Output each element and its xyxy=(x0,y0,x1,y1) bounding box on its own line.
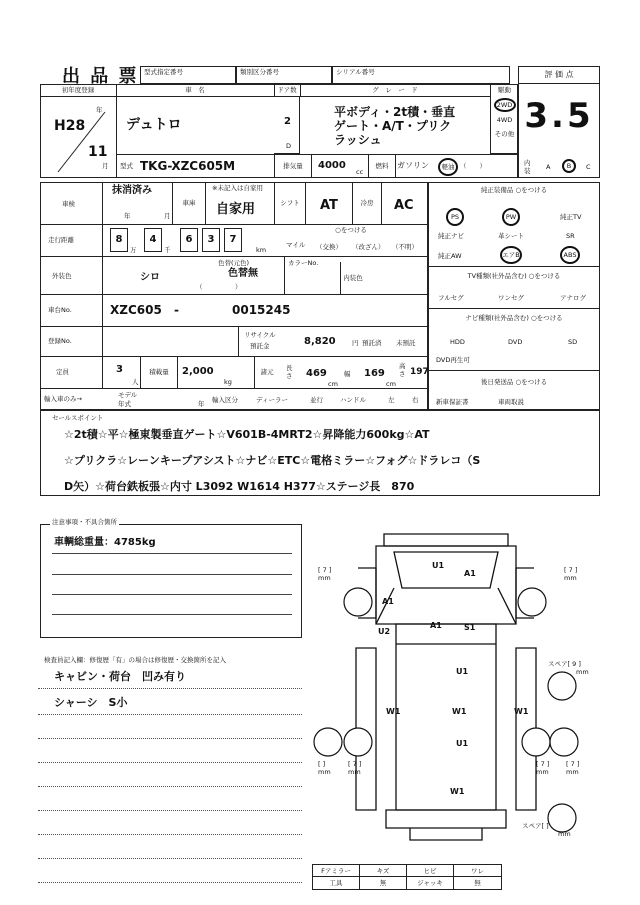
page-title: 出 品 票 xyxy=(62,66,139,87)
mileage-digit-2: 4 xyxy=(144,228,162,252)
notes-rule xyxy=(52,574,292,575)
navi-dvd: DVD xyxy=(508,338,523,346)
equip-line xyxy=(428,266,600,267)
model-code-label: 型式指定番号 xyxy=(144,68,183,76)
mileage-exchange: （交換） xyxy=(316,243,342,251)
repaint-label: 色替(元色) xyxy=(218,259,250,267)
color-value: シロ xyxy=(140,272,160,283)
inspector-line-2: シャーシ S小 xyxy=(54,696,128,709)
fuel-paren: （ ） xyxy=(460,162,486,170)
grade-line2: ゲート・A/T・プリク xyxy=(334,119,452,133)
tv-oneseg: ワンセグ xyxy=(498,294,524,302)
load-value: 2,000 xyxy=(182,366,214,377)
shift-value: AT xyxy=(320,198,338,213)
load-label: 積載量 xyxy=(140,356,178,388)
usage-note: ※未記入は自家用 xyxy=(212,184,263,192)
equipment-header: 純正装備品 ○をつける xyxy=(480,186,548,194)
chassis-value-1: XZC605 xyxy=(110,303,162,317)
grade-line1: 平ボディ・2t積・垂直 xyxy=(334,105,456,119)
mileage-unit-km: km xyxy=(256,246,267,254)
inspection-value: 抹消済み xyxy=(112,185,152,196)
name-label: 車 名 xyxy=(116,84,275,97)
diag-w1e: W1 xyxy=(450,787,465,796)
mileage-miles: マイル xyxy=(286,241,306,249)
registration-slash xyxy=(50,108,110,176)
usage-value: 自家用 xyxy=(216,202,256,217)
spare-1-unit: mm xyxy=(576,668,589,676)
dims-label: 諸元 xyxy=(254,356,279,388)
equip-ps: PS xyxy=(446,208,464,226)
import-label: 輸入車のみ→ xyxy=(44,395,82,403)
capacity-label: 定員 xyxy=(56,368,69,376)
drive-label: 駆動 xyxy=(498,86,511,94)
fuel-gasoline: ガソリン xyxy=(397,161,429,170)
mileage-tamper: （改ざん） xyxy=(352,243,385,251)
registration-year: H28 xyxy=(54,118,86,134)
mileage-digit-3: 6 xyxy=(180,228,198,252)
capacity-unit: 人 xyxy=(132,378,139,386)
equip-sr: SR xyxy=(566,232,575,240)
diag-s1: S1 xyxy=(464,623,476,632)
chassis-dash: - xyxy=(174,303,179,317)
tire-rr-unit: mm xyxy=(536,768,549,776)
drive-4wd: 4WD xyxy=(496,116,513,124)
equip-pw: PW xyxy=(502,208,520,226)
tv-analog: アナログ xyxy=(560,294,586,302)
truck-diagram xyxy=(300,528,600,858)
equip-navi: 純正ナビ xyxy=(438,232,464,240)
tire-rl2-value: 7 xyxy=(352,760,357,768)
navi-type-label: ナビ種類(社外品含む) ○をつける xyxy=(465,314,563,322)
reg-no-label: 登録No. xyxy=(48,337,72,345)
diag-a1b: A1 xyxy=(382,597,394,606)
drive-cell xyxy=(490,84,518,154)
inspector-rule xyxy=(38,882,302,883)
mileage-digit-4: 3 xyxy=(202,228,220,252)
legend-h1: Fアミラー xyxy=(313,865,360,877)
serial-label: シリアル番号 xyxy=(336,68,375,76)
interior-color-label: 内装色 xyxy=(340,262,365,294)
notes-label: 注意事項・不具合箇所 xyxy=(52,518,117,526)
tire-rl2-depth: [ 7 ] mm xyxy=(348,760,362,776)
import-model-year-1: モデル xyxy=(118,391,138,399)
diag-u1b: U1 xyxy=(456,667,469,676)
spare-1-label: スペア xyxy=(548,660,568,668)
fuel-diesel: 軽油 xyxy=(438,158,458,176)
grade-line3: ラッシュ xyxy=(334,133,382,147)
spare-2: スペア[ ] mm xyxy=(522,822,571,838)
tire-rl-depth: [ ] mm xyxy=(318,760,331,776)
score-value: 3.5 xyxy=(524,96,594,136)
label-col xyxy=(40,182,103,388)
sales-label: セールスポイント xyxy=(52,414,104,422)
tire-fl-unit: mm xyxy=(318,574,331,582)
import-right: 右 xyxy=(412,396,419,404)
name-value: デュトロ xyxy=(126,117,182,133)
class-code-box xyxy=(236,66,332,84)
mileage-digit-1: 8 xyxy=(110,228,128,252)
interior-label: 内装 xyxy=(524,159,531,175)
import-handle: ハンドル xyxy=(340,396,366,404)
score-label: 評 価 点 xyxy=(519,67,599,84)
recycle-not-done: 未預託 xyxy=(396,339,416,347)
repaint-value: 色替無 xyxy=(228,268,258,279)
legend-h2: キズ xyxy=(360,865,407,877)
inspection-label: 車検 xyxy=(62,200,75,208)
equip-aw: 純正AW xyxy=(438,252,462,260)
tire-rl-unit: mm xyxy=(318,768,331,776)
dims-h: 197 xyxy=(410,367,429,377)
sales-line-1: ☆2t積☆平☆極東製垂直ゲート☆V601B-4MRT2☆昇降能力600kg☆AT xyxy=(64,428,430,441)
color-no-label: カラーNo. xyxy=(288,259,319,267)
ac-value: AC xyxy=(394,198,414,213)
sales-line-2: ☆プリクラ☆レーンキープアシスト☆ナビ☆ETC☆電格ミラー☆フォグ☆ドラレコ（S xyxy=(64,454,481,467)
registration-cell xyxy=(40,96,117,178)
model-code-box xyxy=(140,66,236,84)
displacement-label: 排気量 xyxy=(274,154,312,178)
tire-fl-value: 7 xyxy=(322,566,327,574)
tire-fr-depth: [ 7 ] mm xyxy=(564,566,578,582)
dims-len-unit: cm xyxy=(328,380,338,388)
color-divider xyxy=(284,256,285,294)
diag-w1a: W1 xyxy=(386,707,401,716)
diag-u1a: U1 xyxy=(432,561,445,570)
inspector-label: 検査員記入欄：修復歴「有」の場合は修復歴・交換箇所を記入 xyxy=(44,656,226,664)
dims-h-label: 高さ xyxy=(399,362,406,378)
drive-2wd: 2WD xyxy=(494,98,516,112)
inspector-rule xyxy=(38,762,302,763)
notes-line-1: 車輌総重量：4785kg xyxy=(54,537,156,548)
import-dealer: ディーラー xyxy=(256,396,288,404)
after-manual: 車両取説 xyxy=(498,398,524,406)
mileage-label: 走行距離 xyxy=(48,236,74,244)
dims-len-label: 長さ xyxy=(286,364,293,380)
tire-fr-value: 7 xyxy=(568,566,573,574)
recycle-label-2: 預託金 xyxy=(250,342,270,350)
spare-1: スペア[ 9 ] mm xyxy=(548,660,589,676)
registration-month: 11 xyxy=(88,144,108,160)
import-year: 年 xyxy=(198,400,205,408)
tire-rr-depth: [ 7 ] mm xyxy=(536,760,550,776)
mileage-circle-note: ○をつける xyxy=(335,226,367,234)
interior-c: C xyxy=(586,163,591,171)
tv-type-label: TV種類(社外品含む) ○をつける xyxy=(467,272,561,280)
mileage-unknown: （不明） xyxy=(392,243,418,251)
equip-abs: ABS xyxy=(560,246,580,264)
chassis-value-2: 0015245 xyxy=(232,303,291,317)
import-parallel: 並行 xyxy=(310,396,323,404)
spare-2-label: スペア xyxy=(522,822,542,830)
mileage-unit-man: 万 xyxy=(130,246,137,254)
after-warranty: 新車保証書 xyxy=(436,398,469,406)
equip-airbag: エアB xyxy=(500,246,522,264)
notes-rule xyxy=(52,594,292,595)
dims-w-label: 幅 xyxy=(344,370,351,378)
inspection-month: 月 xyxy=(164,212,171,220)
recycle-done: 預託済 xyxy=(362,339,382,347)
repaint-paren: （ ） xyxy=(196,283,242,291)
recycle-unit: 円 xyxy=(352,339,359,347)
navi-hdd: HDD xyxy=(450,338,465,346)
serial-box xyxy=(332,66,510,84)
after-label: 後日発送品 ○をつける xyxy=(480,378,548,386)
model-label: 型式 xyxy=(120,162,133,170)
import-left: 左 xyxy=(388,396,395,404)
legend-h3: ヒビ xyxy=(407,865,454,877)
model-value: TKG-XZC605M xyxy=(140,159,236,173)
tire-fr-unit: mm xyxy=(564,574,577,582)
fuel-label: 燃料 xyxy=(368,154,396,178)
spare-1-value: 9 xyxy=(572,660,577,668)
recycle-value: 8,820 xyxy=(304,336,336,347)
inspector-rule xyxy=(38,688,302,689)
diag-u1c: U1 xyxy=(456,739,469,748)
mileage-digit-5: 7 xyxy=(224,228,242,252)
diag-a1a: A1 xyxy=(464,569,476,578)
diag-w1c: W1 xyxy=(514,707,529,716)
dims-len: 469 xyxy=(306,368,327,379)
diag-w1b: W1 xyxy=(452,707,467,716)
doors-unit: D xyxy=(286,142,292,150)
legend-v2: 無 xyxy=(360,877,407,889)
class-code-label: 類別区分番号 xyxy=(240,68,279,76)
tire-fl-depth: [ 7 ] mm xyxy=(318,566,332,582)
inspector-line-1: キャビン・荷台 凹み有り xyxy=(54,670,186,683)
diag-u2: U2 xyxy=(378,627,391,636)
usage-label: 車庫 xyxy=(172,182,206,224)
load-unit: kg xyxy=(224,378,232,386)
navi-sd: SD xyxy=(568,338,578,346)
ac-label: 冷房 xyxy=(352,182,382,224)
dims-w-unit: cm xyxy=(386,380,396,388)
tire-rl2-unit: mm xyxy=(348,768,361,776)
color-label: 外装色 xyxy=(52,272,72,280)
tire-rr2-value: 7 xyxy=(570,760,575,768)
sales-line-3: D矢）☆荷台鉄板張☆内寸 L3092 W1614 H377☆ステージ長 870 xyxy=(64,480,415,493)
chassis-label: 車台No. xyxy=(48,306,72,314)
spare-2-unit: mm xyxy=(558,830,571,838)
recycle-divider xyxy=(238,326,239,356)
interior-b: B xyxy=(562,159,576,173)
registration-label: 初年度登録 xyxy=(40,84,117,97)
equip-line xyxy=(428,370,600,371)
tire-rr2-unit: mm xyxy=(566,768,579,776)
inspector-rule xyxy=(38,786,302,787)
inspector-rule xyxy=(38,714,302,715)
inspector-rule xyxy=(38,810,302,811)
notes-rule xyxy=(52,553,292,554)
interior-a: A xyxy=(546,163,551,171)
legend-v1: 工具 xyxy=(313,877,360,889)
legend-v3: ジャッキ xyxy=(407,877,454,889)
navi-dvd-play: DVD再生可 xyxy=(436,356,470,364)
doors-label: ドア数 xyxy=(274,84,301,97)
import-division: 輸入区分 xyxy=(212,396,238,404)
inspection-year: 年 xyxy=(124,212,131,220)
import-model-year-2: 年式 xyxy=(118,400,131,408)
displacement-unit: cc xyxy=(356,168,364,176)
equip-leather: 革シート xyxy=(498,232,524,240)
notes-rule xyxy=(52,614,292,615)
registration-month-unit: 月 xyxy=(102,162,109,170)
grade-label: グ レ ー ド xyxy=(300,84,490,97)
tv-fullseg: フルセグ xyxy=(438,294,464,302)
tire-rr2-depth: [ 7 ] mm xyxy=(566,760,580,776)
equip-tv: 純正TV xyxy=(560,213,582,221)
legend-h4: ワレ xyxy=(454,865,501,877)
inspector-rule xyxy=(38,834,302,835)
dims-w: 169 xyxy=(364,368,385,379)
tire-rr-value: 7 xyxy=(540,760,545,768)
registration-year-unit: 年 xyxy=(96,106,103,114)
inspector-rule xyxy=(38,858,302,859)
legend-table xyxy=(312,864,502,890)
diag-a1c: A1 xyxy=(430,621,442,630)
displacement-value: 4000 xyxy=(318,160,346,171)
recycle-label-1: リサイクル xyxy=(244,331,276,339)
inspector-rule xyxy=(38,738,302,739)
capacity-value: 3 xyxy=(116,364,123,375)
mileage-unit-sen: 千 xyxy=(164,246,171,254)
doors-value: 2 xyxy=(284,116,291,127)
row-line xyxy=(40,388,428,389)
drive-other: その他 xyxy=(494,130,515,138)
legend-v4: 無 xyxy=(474,879,481,887)
shift-label: シフト xyxy=(274,182,306,224)
equip-line xyxy=(428,308,600,309)
